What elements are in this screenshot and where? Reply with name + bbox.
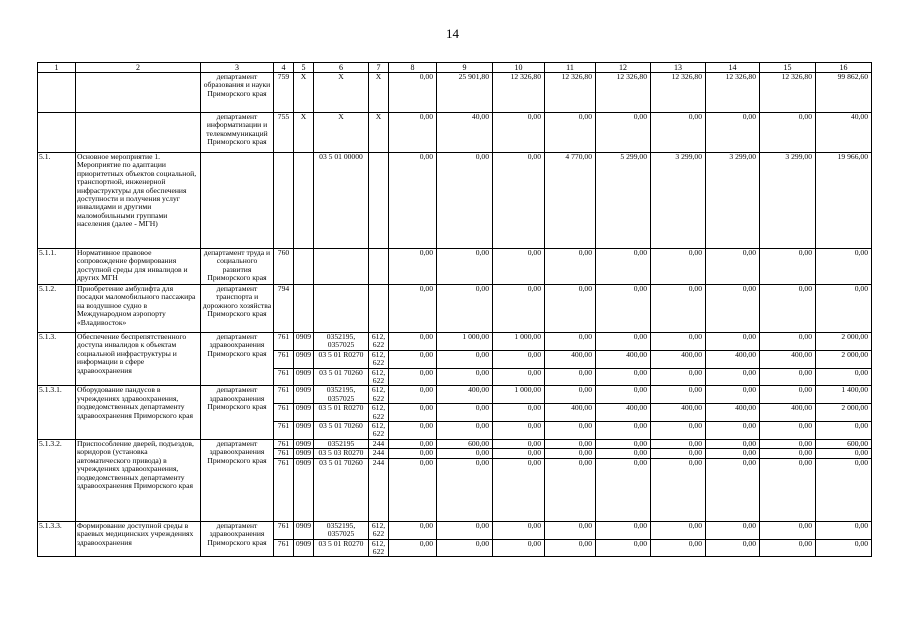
- table-cell: 0,00: [816, 249, 872, 285]
- table-cell: 25 901,80: [437, 73, 493, 113]
- table-cell: 761: [274, 333, 294, 351]
- header-cell: 4: [274, 63, 294, 73]
- table-cell: 0,00: [596, 285, 651, 333]
- table-cell: 5.1.2.: [38, 285, 76, 333]
- table-cell: 0,00: [651, 386, 706, 404]
- table-cell: 5.1.: [38, 153, 76, 249]
- table-cell: Приобретение амбулифта для посадки маломобильного пассажира на воздушное судно в Международном аэропорту «Владивосток»: [76, 285, 201, 333]
- table-cell: 5.1.3.1.: [38, 386, 76, 439]
- header-cell: 11: [545, 63, 596, 73]
- table-cell: 0,00: [706, 249, 760, 285]
- table-cell: 0352195: [314, 439, 369, 448]
- table-cell: 1 000,00: [493, 386, 545, 404]
- table-cell: 612, 622: [369, 404, 389, 422]
- table-cell: [274, 153, 294, 249]
- header-cell: 15: [760, 63, 816, 73]
- table-cell: 612, 622: [369, 368, 389, 386]
- table-cell: 0,00: [437, 458, 493, 521]
- table-cell: 0,00: [596, 439, 651, 448]
- table-cell: 0,00: [651, 521, 706, 539]
- table-cell: 0909: [294, 521, 314, 539]
- table-row: [38, 113, 872, 153]
- table-cell: X: [294, 113, 314, 153]
- table-cell: 0909: [294, 458, 314, 521]
- table-cell: 0,00: [545, 113, 596, 153]
- table-cell: 0,00: [760, 449, 816, 458]
- table-cell: 400,00: [760, 404, 816, 422]
- table-cell: департамент информатизации и телекоммуникаций Приморского края: [201, 113, 274, 153]
- table-cell: 0,00: [651, 422, 706, 440]
- table-cell: 600,00: [816, 439, 872, 448]
- table-cell: 0,00: [493, 285, 545, 333]
- table-cell: 0,00: [437, 153, 493, 249]
- table-cell: 3 299,00: [706, 153, 760, 249]
- table-cell: X: [294, 73, 314, 113]
- table-row: [38, 73, 872, 113]
- table-cell: 400,00: [545, 404, 596, 422]
- table-cell: 40,00: [437, 113, 493, 153]
- table-row: [38, 439, 872, 448]
- table-cell: 5.1.1.: [38, 249, 76, 285]
- table-cell: 0,00: [596, 386, 651, 404]
- table-cell: 0,00: [545, 249, 596, 285]
- table-cell: [294, 249, 314, 285]
- table-row: [38, 386, 872, 404]
- table-cell: [38, 113, 76, 153]
- table-cell: 0,00: [493, 350, 545, 368]
- table-cell: 0,00: [493, 449, 545, 458]
- table-cell: 0,00: [545, 285, 596, 333]
- table-cell: [369, 285, 389, 333]
- table-cell: 0,00: [389, 458, 437, 521]
- table-row: [38, 521, 872, 539]
- table-cell: 400,00: [651, 350, 706, 368]
- table-cell: 0,00: [493, 249, 545, 285]
- table-row: [38, 285, 872, 333]
- header-cell: 5: [294, 63, 314, 73]
- table-cell: 759: [274, 73, 294, 113]
- header-cell: 3: [201, 63, 274, 73]
- table-cell: 755: [274, 113, 294, 153]
- header-cell: 10: [493, 63, 545, 73]
- header-cell: 2: [76, 63, 201, 73]
- table-cell: 0,00: [760, 539, 816, 557]
- table-cell: [369, 153, 389, 249]
- table-cell: 0,00: [816, 449, 872, 458]
- table-cell: 0,00: [651, 439, 706, 448]
- table-cell: 0352195, 0357025: [314, 333, 369, 351]
- table-cell: 0,00: [596, 422, 651, 440]
- table-cell: 0,00: [706, 439, 760, 448]
- header-cell: 12: [596, 63, 651, 73]
- table-cell: 0,00: [493, 539, 545, 557]
- table-cell: 0,00: [651, 333, 706, 351]
- table-cell: X: [314, 73, 369, 113]
- table-cell: 0,00: [389, 333, 437, 351]
- table-cell: 612, 622: [369, 422, 389, 440]
- table-cell: 761: [274, 439, 294, 448]
- table-cell: 761: [274, 539, 294, 557]
- header-row: [38, 63, 872, 73]
- table-cell: 761: [274, 458, 294, 521]
- table-cell: 244: [369, 439, 389, 448]
- table-cell: 0,00: [651, 285, 706, 333]
- table-cell: 1 400,00: [816, 386, 872, 404]
- header-cell: 1: [38, 63, 76, 73]
- table-cell: 40,00: [816, 113, 872, 153]
- table-cell: 12 326,80: [493, 73, 545, 113]
- table-cell: 12 326,80: [760, 73, 816, 113]
- table-cell: 0,00: [389, 249, 437, 285]
- table-cell: 0,00: [760, 368, 816, 386]
- table-cell: [314, 285, 369, 333]
- table-cell: 0,00: [389, 73, 437, 113]
- table-cell: 12 326,80: [596, 73, 651, 113]
- table-cell: 0,00: [706, 333, 760, 351]
- table-cell: 03 5 01 R0270: [314, 350, 369, 368]
- table-cell: 0,00: [760, 249, 816, 285]
- table-cell: 761: [274, 422, 294, 440]
- table-cell: 0,00: [760, 333, 816, 351]
- header-cell: 8: [389, 63, 437, 73]
- table-cell: 0,00: [816, 285, 872, 333]
- table-cell: 0,00: [760, 422, 816, 440]
- table-cell: департамент здравоохранения Приморского края: [201, 439, 274, 521]
- table-cell: 03 5 01 R0270: [314, 404, 369, 422]
- table-cell: Приспособление дверей, подъездов, коридоров (установка автоматического привода) в учреждениях здравоохранения, подведомственных департаменту здравоохранения Приморского края: [76, 439, 201, 521]
- table-cell: 0,00: [389, 539, 437, 557]
- header-cell: 16: [816, 63, 872, 73]
- table-cell: 761: [274, 350, 294, 368]
- table-cell: 03 5 01 70260: [314, 422, 369, 440]
- table-cell: [201, 153, 274, 249]
- table-cell: 19 966,00: [816, 153, 872, 249]
- table-cell: 0,00: [760, 113, 816, 153]
- budget-table: [37, 62, 872, 557]
- table-cell: 0,00: [706, 285, 760, 333]
- table-cell: 400,00: [706, 404, 760, 422]
- table-cell: 600,00: [437, 439, 493, 448]
- table-cell: 761: [274, 449, 294, 458]
- table-cell: 12 326,80: [706, 73, 760, 113]
- table-cell: 0,00: [706, 449, 760, 458]
- table-cell: 244: [369, 458, 389, 521]
- table-cell: Основное мероприятие 1. Мероприятие по адаптации приоритетных объектов социальной, транспортной, инженерной инфраструктуры для обеспечения доступности и получения услуг инвалидами и другими маломобильными группами населения (далее - МГН): [76, 153, 201, 249]
- table-cell: 12 326,80: [545, 73, 596, 113]
- table-cell: департамент здравоохранения Приморского края: [201, 521, 274, 557]
- table-cell: 400,00: [760, 350, 816, 368]
- table-cell: 0,00: [389, 521, 437, 539]
- table-cell: 0,00: [437, 539, 493, 557]
- table-cell: 0,00: [651, 458, 706, 521]
- table-cell: 0,00: [493, 153, 545, 249]
- table-cell: Обеспечение беспрепятственного доступа инвалидов к объектам социальной инфраструктуры и информации в сфере здравоохранения: [76, 333, 201, 386]
- table-cell: 0,00: [706, 386, 760, 404]
- table-cell: 0,00: [389, 350, 437, 368]
- table-cell: 0,00: [437, 249, 493, 285]
- table-cell: 0,00: [389, 404, 437, 422]
- table-cell: 0,00: [389, 368, 437, 386]
- table-cell: департамент труда и социального развития Приморского края: [201, 249, 274, 285]
- table-cell: 0,00: [706, 458, 760, 521]
- table-cell: департамент образования и науки Приморского края: [201, 73, 274, 113]
- table-cell: 0,00: [651, 368, 706, 386]
- table-cell: 03 5 03 R0270: [314, 449, 369, 458]
- table-cell: 3 299,00: [651, 153, 706, 249]
- table-cell: 0909: [294, 350, 314, 368]
- table-cell: 1 000,00: [493, 333, 545, 351]
- table-cell: 0,00: [816, 422, 872, 440]
- table-cell: 0,00: [437, 521, 493, 539]
- table-cell: 0,00: [493, 113, 545, 153]
- table-cell: 0,00: [706, 113, 760, 153]
- table-cell: 0,00: [816, 458, 872, 521]
- table-cell: 0,00: [651, 539, 706, 557]
- table-cell: 3 299,00: [760, 153, 816, 249]
- table-cell: Нормативное правовое сопровождение формирования доступной среды для инвалидов и других МГН: [76, 249, 201, 285]
- table-cell: 761: [274, 386, 294, 404]
- table-cell: X: [369, 113, 389, 153]
- table-cell: 400,00: [545, 350, 596, 368]
- table-row: [38, 333, 872, 351]
- table-cell: 0,00: [651, 449, 706, 458]
- table-cell: [76, 113, 201, 153]
- table-cell: 0,00: [437, 368, 493, 386]
- table-cell: 0,00: [706, 521, 760, 539]
- table-cell: 0,00: [389, 439, 437, 448]
- table-cell: 0,00: [596, 113, 651, 153]
- table-cell: 03 5 01 R0270: [314, 539, 369, 557]
- table-cell: [369, 249, 389, 285]
- table-cell: 1 000,00: [437, 333, 493, 351]
- table-cell: 0909: [294, 439, 314, 448]
- table-cell: 0,00: [493, 521, 545, 539]
- table-cell: 0,00: [545, 439, 596, 448]
- table-row: [38, 249, 872, 285]
- table-cell: 0,00: [816, 521, 872, 539]
- table-cell: 0,00: [545, 521, 596, 539]
- table-cell: 0,00: [816, 368, 872, 386]
- header-cell: 14: [706, 63, 760, 73]
- table-cell: 0,00: [389, 422, 437, 440]
- table-cell: департамент здравоохранения Приморского края: [201, 333, 274, 386]
- table-cell: [76, 73, 201, 113]
- table-cell: 612, 622: [369, 521, 389, 539]
- table-row: [38, 153, 872, 249]
- table-cell: [314, 249, 369, 285]
- table-cell: 0,00: [596, 333, 651, 351]
- table-cell: 400,00: [596, 404, 651, 422]
- table-cell: 0,00: [437, 449, 493, 458]
- table-cell: 0,00: [596, 368, 651, 386]
- header-cell: 9: [437, 63, 493, 73]
- table-cell: 0,00: [596, 449, 651, 458]
- header-cell: 6: [314, 63, 369, 73]
- table-cell: [294, 153, 314, 249]
- table-cell: 0,00: [493, 439, 545, 448]
- table-cell: 0352195, 0357025: [314, 386, 369, 404]
- table-cell: 612, 622: [369, 386, 389, 404]
- table-cell: 2 000,00: [816, 333, 872, 351]
- table-cell: 0,00: [545, 386, 596, 404]
- table-cell: 0,00: [706, 422, 760, 440]
- table-cell: Оборудование пандусов в учреждениях здравоохранения, подведомственных департаменту здравоохранения Приморского края: [76, 386, 201, 439]
- table-cell: 4 770,00: [545, 153, 596, 249]
- header-cell: 7: [369, 63, 389, 73]
- table-cell: 0909: [294, 422, 314, 440]
- table-cell: 0,00: [545, 458, 596, 521]
- table-cell: 0,00: [437, 350, 493, 368]
- table-cell: 794: [274, 285, 294, 333]
- table-cell: 0,00: [760, 521, 816, 539]
- table-cell: 760: [274, 249, 294, 285]
- table-cell: 0,00: [545, 539, 596, 557]
- table-cell: 612, 622: [369, 350, 389, 368]
- table-cell: 0909: [294, 404, 314, 422]
- table-cell: 12 326,80: [651, 73, 706, 113]
- table-cell: 761: [274, 368, 294, 386]
- table-cell: 0,00: [389, 449, 437, 458]
- table-cell: X: [314, 113, 369, 153]
- table-cell: Формирование доступной среды в краевых медицинских учреждениях здравоохранения: [76, 521, 201, 557]
- table-cell: 0,00: [760, 386, 816, 404]
- table-cell: 03 5 01 70260: [314, 458, 369, 521]
- table-cell: 0,00: [651, 113, 706, 153]
- table-cell: 0909: [294, 386, 314, 404]
- table-cell: 0,00: [493, 404, 545, 422]
- table-cell: 5.1.3.: [38, 333, 76, 386]
- table-cell: 400,00: [437, 386, 493, 404]
- table-cell: 0,00: [545, 449, 596, 458]
- table-cell: 244: [369, 449, 389, 458]
- table-cell: 0,00: [760, 439, 816, 448]
- table-cell: 03 5 01 70260: [314, 368, 369, 386]
- table-cell: 0909: [294, 539, 314, 557]
- table-cell: 0,00: [816, 539, 872, 557]
- table-cell: департамент транспорта и дорожного хозяйства Приморского края: [201, 285, 274, 333]
- table-cell: X: [369, 73, 389, 113]
- table-cell: 0909: [294, 368, 314, 386]
- table-cell: 0,00: [706, 539, 760, 557]
- table-cell: 0,00: [596, 521, 651, 539]
- table-cell: 0,00: [437, 404, 493, 422]
- table-cell: 0352195, 0357025: [314, 521, 369, 539]
- table-cell: 0,00: [760, 285, 816, 333]
- table-cell: 0,00: [651, 249, 706, 285]
- table-cell: 0,00: [596, 539, 651, 557]
- table-cell: [294, 285, 314, 333]
- table-cell: 0,00: [437, 285, 493, 333]
- table-cell: 0,00: [389, 113, 437, 153]
- table-cell: 5.1.3.2.: [38, 439, 76, 521]
- table-cell: 400,00: [596, 350, 651, 368]
- table-cell: 612, 622: [369, 539, 389, 557]
- table-cell: 0,00: [545, 368, 596, 386]
- table-cell: 0909: [294, 449, 314, 458]
- table-cell: 0,00: [545, 333, 596, 351]
- table-cell: 0,00: [437, 422, 493, 440]
- table-cell: 400,00: [651, 404, 706, 422]
- table-cell: 0,00: [493, 422, 545, 440]
- table-cell: 0,00: [389, 153, 437, 249]
- table-cell: 0,00: [389, 285, 437, 333]
- header-cell: 13: [651, 63, 706, 73]
- table-cell: 0,00: [596, 458, 651, 521]
- table-cell: 0,00: [596, 249, 651, 285]
- page-number: 14: [446, 26, 459, 41]
- table-cell: 0909: [294, 333, 314, 351]
- table-cell: 0,00: [760, 458, 816, 521]
- table-cell: [38, 73, 76, 113]
- table-cell: 761: [274, 404, 294, 422]
- table-cell: 0,00: [706, 368, 760, 386]
- table-cell: 761: [274, 521, 294, 539]
- table-cell: 0,00: [493, 458, 545, 521]
- table-cell: 400,00: [706, 350, 760, 368]
- table-cell: 99 862,60: [816, 73, 872, 113]
- table-cell: 0,00: [493, 368, 545, 386]
- table-cell: департамент здравоохранения Приморского края: [201, 386, 274, 439]
- table-cell: 5.1.3.3.: [38, 521, 76, 557]
- table-cell: 0,00: [545, 422, 596, 440]
- table-cell: 0,00: [389, 386, 437, 404]
- table-cell: 03 5 01 00000: [314, 153, 369, 249]
- table-cell: 2 000,00: [816, 350, 872, 368]
- table-cell: 2 000,00: [816, 404, 872, 422]
- table-cell: 612, 622: [369, 333, 389, 351]
- table-cell: 5 299,00: [596, 153, 651, 249]
